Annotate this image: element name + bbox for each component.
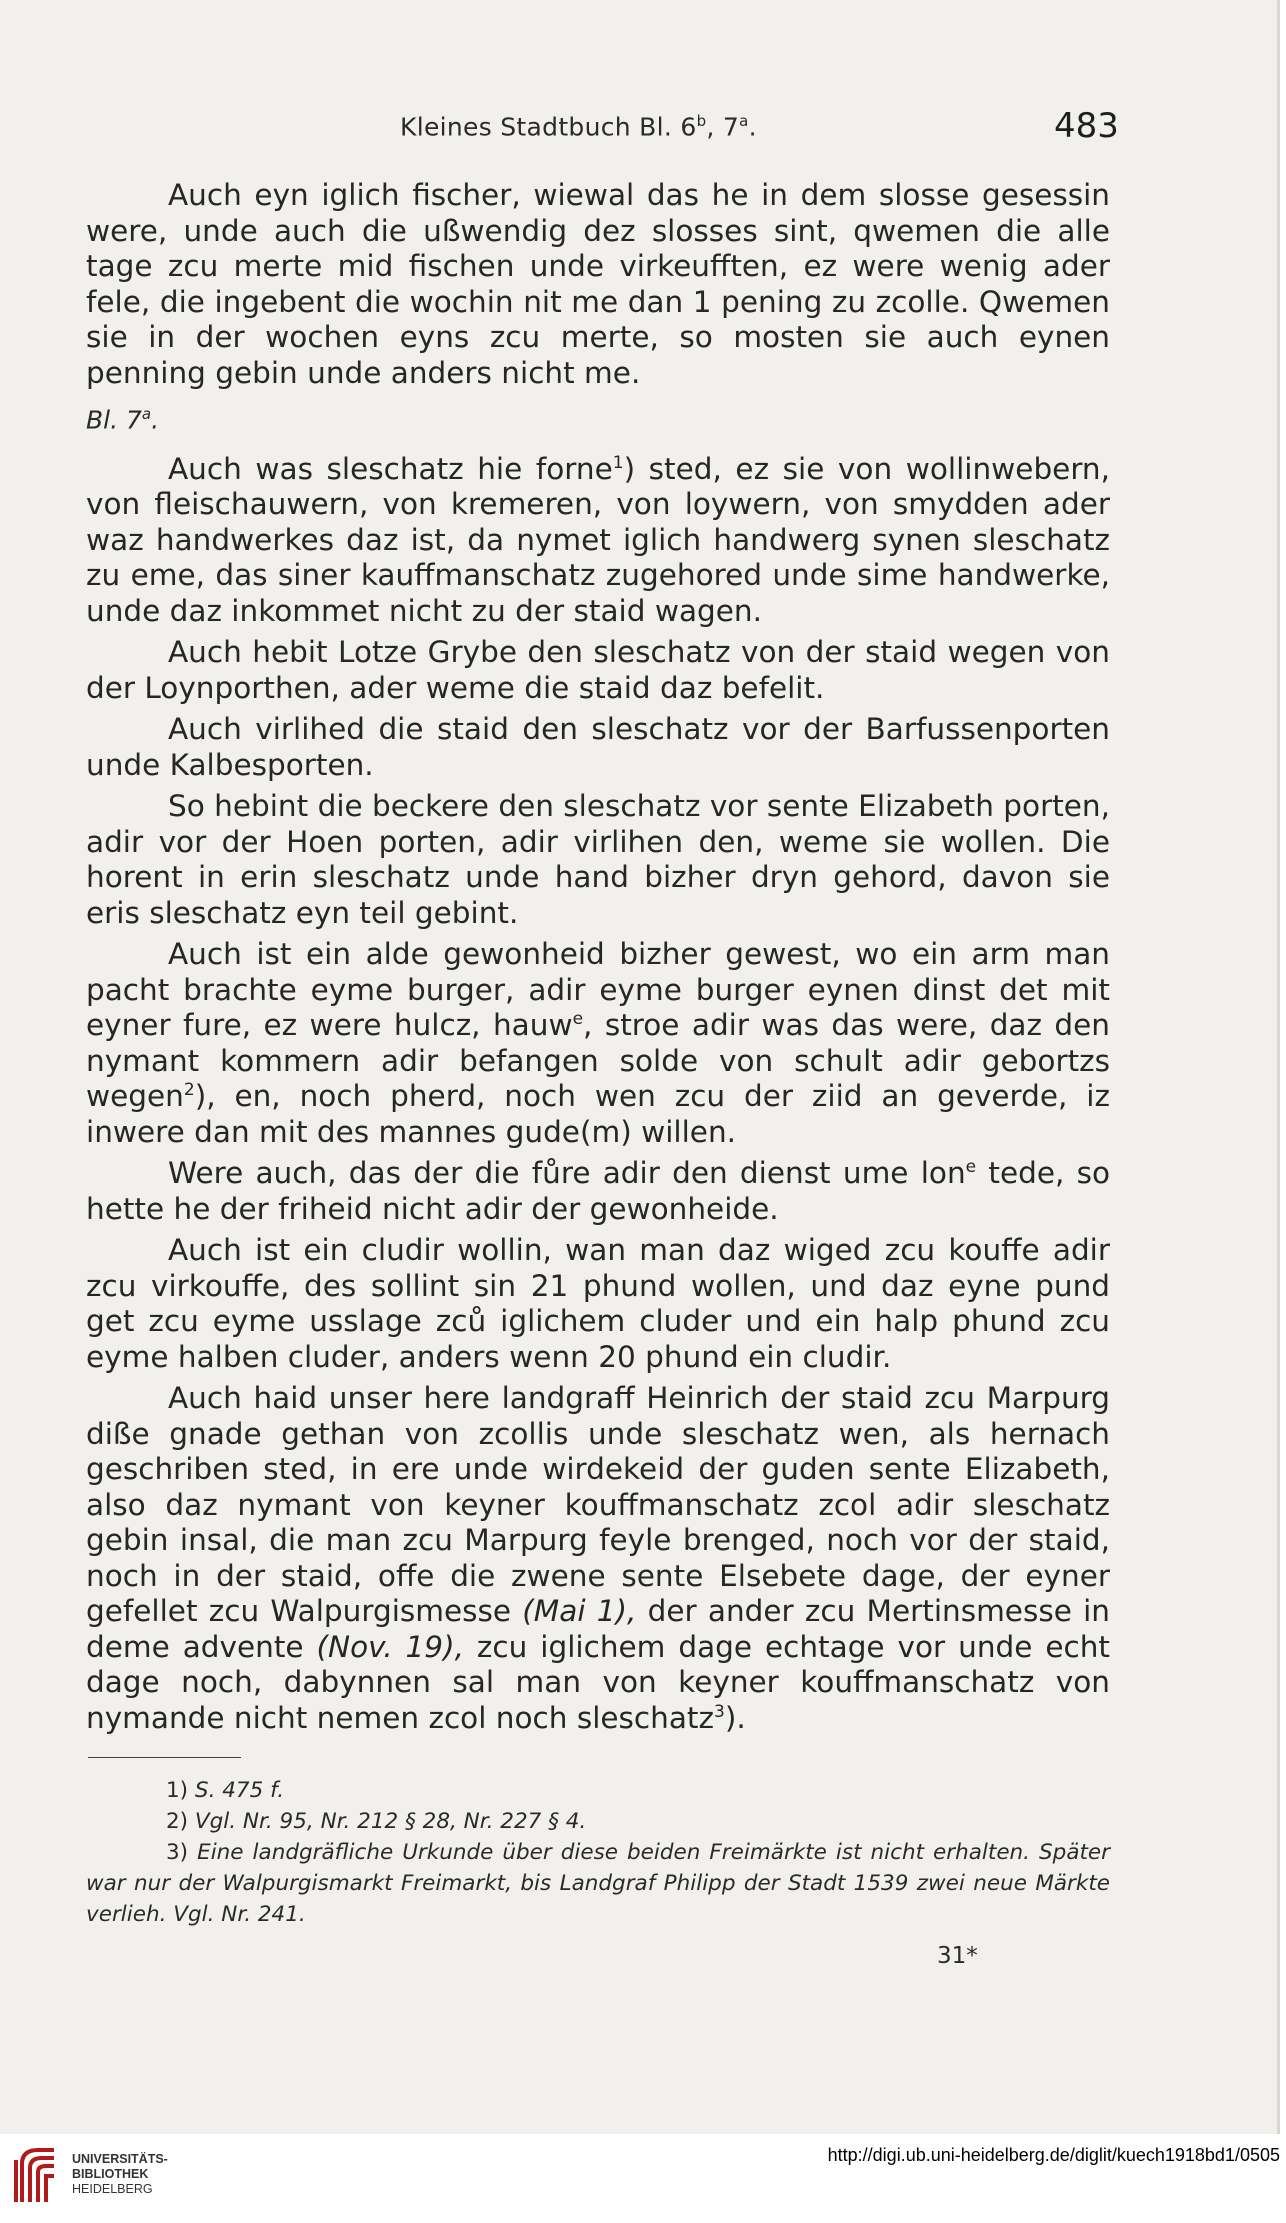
paragraph-2-start: Auch was sleschatz hie forne [168,451,613,486]
paragraph-6-end: ), en, noch pherd, noch wen zcu der ziid an geverde, iz inwere dan mit des mannes gude(m) willen. [86,1079,1110,1149]
superscript-e: e [572,1009,584,1030]
footnote-3-text: Eine landgräfliche Urkunde über diese beiden Freimärkte ist nicht erhalten. Später war nur der Walpurgismarkt Freimarkt, bis Landgraf Philipp der Stadt 1539 zwei neue Märkte verlieh. Vgl. Nr. 241. [86,1840,1110,1927]
paragraph-9-end: zcu iglichem dage echtage vor unde echt dage noch, dabynnen sal man von keyner kouffmanschatz von nymande nicht nemen zcol noch sleschatz [86,1629,1110,1735]
paragraph-9 [86,1381,1110,1736]
paragraph-9-close: ). [724,1700,746,1735]
library-name-line-2: BIBLIOTHEK [72,2167,149,2181]
paragraph-5: So hebint die beckere den sleschatz vor sente Elizabeth porten, adir vor der Hoen porten, adir virlihen den, weme sie wollen. Die horent in erin sleschatz unde hand bizher dryn gehord, davon sie eris sleschatz eyn teil gebint. [86,789,1110,930]
footnote-2-number: 2) [166,1809,189,1834]
footnote-rule [88,1757,241,1758]
footnote-ref-1: 1 [612,453,624,473]
footnotes [86,1775,1110,1930]
date-nov: (Nov. 19), [316,1629,464,1664]
library-name-line-1: UNIVERSITÄTS- [72,2152,168,2166]
paragraph-3: Auch hebit Lotze Grybe den sleschatz von der staid wegen von der Loynporthen, ader weme die staid daz befelit. [86,635,1110,705]
running-header [400,112,757,141]
source-url-link[interactable]: http://digi.ub.uni-heidelberg.de/diglit/kuech1918bd1/0505 [827,2145,1280,2165]
library-logo-icon[interactable] [12,2144,62,2208]
footnote-3-number: 3) [166,1840,189,1865]
superscript-e-2: e [965,1157,977,1178]
paragraph-9-start: Auch haid unser here landgraff Heinrich der staid zcu Marpurg diße gnade gethan von zcollis unde sleschatz wen, als hernach geschriben sted, in ere unde wirdekeid der guden sente Elizabeth, also daz nymant von keyner kouffmanschatz zcol adir sleschatz gebin insal, die man zcu Marpurg feyle brenged, noch vor der staid, noch in der staid, offe die zwene sente Elsebete dage, der eyner gefellet zcu Walpurgismesse [86,1381,1110,1629]
folio-end: . [151,405,160,435]
footnote-3 [86,1837,1110,1930]
header-end: . [748,112,757,142]
folio-text: Bl. 7 [86,405,142,435]
folio-label [86,397,1110,438]
library-name[interactable] [72,2152,168,2197]
footnote-ref-2: 2 [183,1080,195,1101]
paragraph-6 [86,937,1110,1150]
viewer-footer [0,2134,1286,2223]
paragraph-4: Auch virlihed die staid den sleschatz vor der Barfussenporten unde Kalbesporten. [86,712,1110,782]
library-name-line-3: HEIDELBERG [72,2182,153,2196]
sheet-signature: 31* [937,1943,978,1969]
paragraph-7-start: Were auch, das der die fůre adir den dienst ume lon [168,1156,966,1191]
paragraph-7-end: tede, so hette he der friheid nicht adir der gewonheide. [86,1156,1111,1226]
header-sup-b: b [696,112,707,130]
paragraph-6-mid: , stroe adir was das were, daz den nymant kommern adir befangen solde von schult adir gebortzs wegen [86,1008,1110,1114]
header-sup-a: a [739,112,749,130]
page-number: 483 [1054,106,1119,146]
paragraph-7 [86,1156,1110,1227]
body-text [86,178,1110,1736]
footnote-2 [86,1806,1110,1837]
footnote-1-number: 1) [166,1778,189,1803]
footnote-1-text: S. 475 f. [194,1778,285,1803]
paragraph-9-mid: der ander zcu Mertinsmesse in deme advente [86,1594,1110,1664]
paragraph-2-rest: ) sted, ez sie von wollinwebern, von fleischauwern, von kremeren, von loywern, von smydden ader waz handwerkes daz ist, da nymet iglich handwerg synen sleschatz zu eme, das siner kauffmanschatz zugehored unde sime handwerke, unde daz inkommet nicht zu der staid wagen. [86,451,1111,628]
footnote-ref-3: 3 [713,1702,725,1722]
running-title: Kleines Stadtbuch Bl. 6 [400,112,697,142]
footnote-1 [86,1775,1110,1806]
paragraph-1: Auch eyn iglich fischer, wiewal das he in dem slosse gesessin were, unde auch die ußwendig dez slosses sint, qwemen die alle tage zcu merte mid fischen unde virkeufften, ez were wenig ader fele, die ingebent die wochin nit me dan 1 pening zu zcolle. Qwemen sie in der wochen eyns zcu merte, so mosten sie auch eynen penning gebin unde anders nicht me. [86,178,1110,390]
paragraph-8: Auch ist ein cludir wollin, wan man daz wiged zcu kouffe adir zcu virkouffe, des sollint sin 21 phund wollen, und daz eyne pund get zcu eyme usslage zců iglichem cluder und ein halp phund zcu eyme halben cluder, anders wenn 20 phund ein cludir. [86,1233,1110,1374]
paragraph-6-start: Auch ist ein alde gewonheid bizher gewest, wo ein arm man pacht brachte eyme burger, adir eyme burger eynen dinst det mit eyner fure, ez were hulcz, hauw [86,937,1110,1043]
paragraph-2 [86,452,1110,630]
date-mai: (Mai 1), [522,1594,637,1629]
folio-sup: a [141,405,152,423]
footnote-2-text: Vgl. Nr. 95, Nr. 212 § 28, Nr. 227 § 4. [194,1809,587,1834]
header-separator: , 7 [706,112,740,142]
